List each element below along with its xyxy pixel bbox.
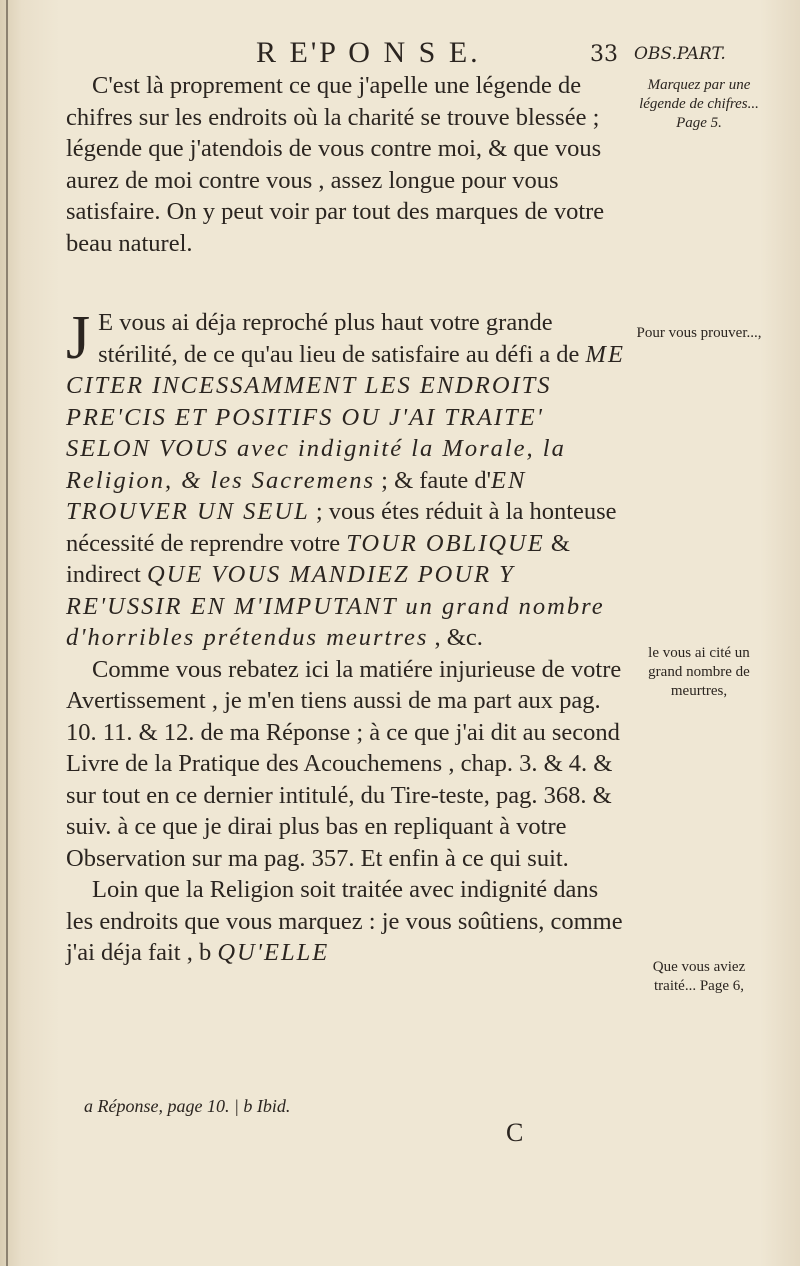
main-text	[66, 70, 626, 969]
footnote: a Réponse, page 10. | b Ibid.	[84, 1096, 291, 1116]
margin-note-1: Marquez par une légende de chifres... Page 5.	[639, 77, 759, 131]
signature-mark: C	[506, 1118, 524, 1147]
drop-cap: J	[66, 304, 91, 372]
margin-note-2: Pour vous prouver...,	[636, 325, 762, 341]
running-title: R E'P O N S E.	[256, 36, 481, 69]
section-label: OBS.PART.	[634, 44, 726, 64]
paragraph-1: C'est là proprement ce que j'apelle une légende de chifres sur les endroits où la charité se trouve blessée ; légende que j'atendois de vous contre moi, & que vous aurez de moi contre vous , assez longue pour vous satisfaire. On y peut voir par tout des marques de votre beau naturel.	[66, 72, 605, 257]
paragraph-3: Comme vous rebatez ici la matiére injurieuse de votre Avertissement , je m'en tiens aussi de ma part aux pag. 10. 11. & 12. de ma Réponse ; à ce que j'ai dit au second Livre de la Pratique des Acouchemens , chap. 3. & 4. & sur tout en ce dernier intitulé, du Tire-teste, pag. 368. & suiv. à ce que je dirai plus bas en repliquant à votre Observation sur ma pag. 357. Et enfin à ce qui suit.	[66, 655, 622, 872]
page-number: 33	[590, 42, 618, 67]
margin-note-3: le vous ai cité un grand nombre de meurtres,	[648, 645, 750, 699]
margin-note-4: Que vous aviez traité... Page 6,	[652, 959, 746, 994]
paragraph-2: J E vous ai déja reproché plus haut votre grande stérilité, de ce qu'au lieu de satisfaire au défi a de ME CITER INCESSAMMENT LES ENDROITS PRE'CIS ET POSITIFS OU J'AI TRAITE' SELON VOUS avec indignité la Morale, la Religion, & les Sacremens ; & faute d'EN TROUVER UN SEUL ; vous étes réduit à la honteuse nécessité de reprendre votre TOUR OBLIQUE & indirect QUE VOUS MANDIEZ POUR Y RE'USSIR EN M'IMPUTANT un grand nombre d'horribles prétendus meurtres , &c.	[66, 304, 625, 651]
page-edge	[6, 0, 8, 1266]
paragraph-4: Loin que la Religion soit traitée avec indignité dans les endroits que vous marquez : je vous soûtiens, comme j'ai déja fait , b QU'ELLE	[66, 876, 623, 966]
